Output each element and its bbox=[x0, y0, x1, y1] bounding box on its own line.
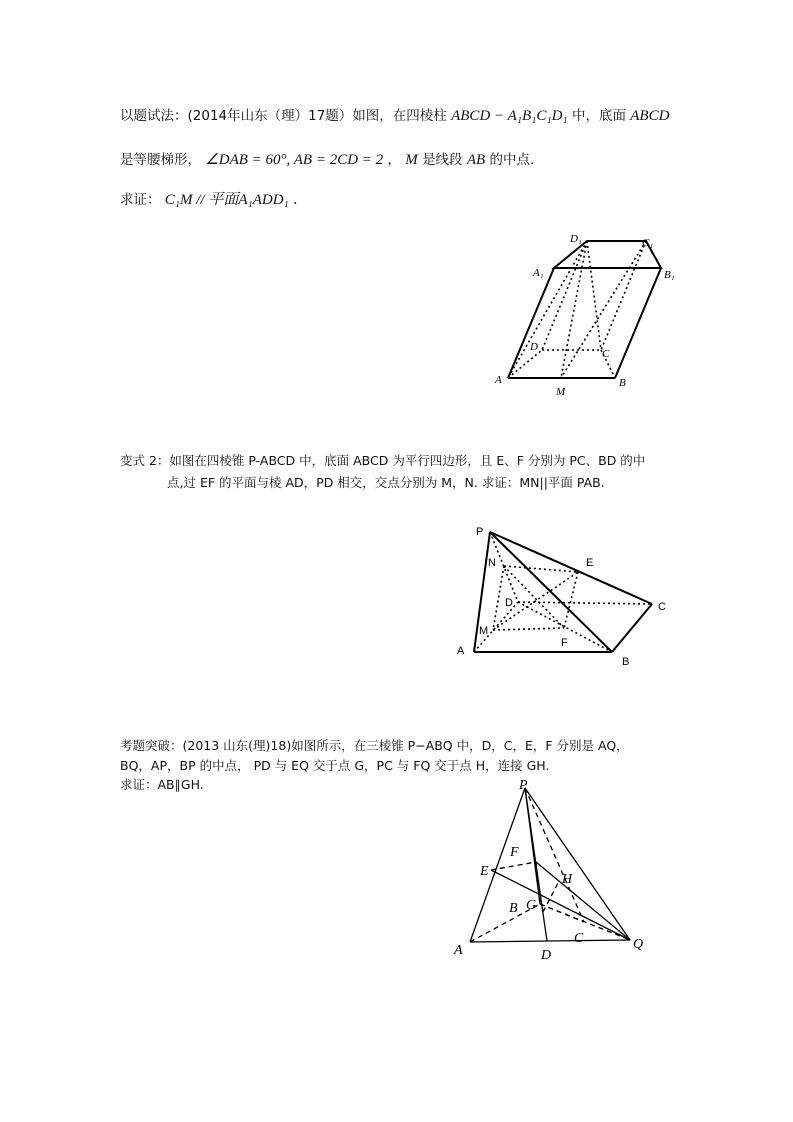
prism-label-c1: C₁ bbox=[642, 237, 654, 249]
pyramid-label-a: A bbox=[457, 645, 465, 657]
tetra-label-q: Q bbox=[633, 937, 644, 952]
prism-label-a: A bbox=[495, 374, 502, 386]
pyramid-label-p: P bbox=[476, 526, 484, 538]
problem1-line2-sep: ， bbox=[387, 152, 401, 168]
prism-label-m: M bbox=[556, 386, 566, 398]
tetra-label-h: H bbox=[562, 872, 573, 887]
pyramid-label-m: M bbox=[479, 625, 489, 637]
tetra-label-e: E bbox=[480, 864, 489, 879]
problem1-line2-end: 的中点. bbox=[489, 152, 535, 168]
problem3-line1: 考题突破：(2013 山东(理)18)如图所示，在三棱锥 P−ABQ 中，D，C，E，F 分别是 AQ， bbox=[120, 738, 629, 753]
pyramid-label-d: D bbox=[505, 597, 513, 609]
problem1-line2-suffix: 是线段 bbox=[422, 152, 463, 168]
problem1-line1-prefix: 以题试法：(2014年山东（理）17题）如图，在四棱柱 bbox=[120, 108, 447, 124]
prism-label-d1: D₁ bbox=[570, 233, 582, 245]
prism-label-d: D bbox=[530, 341, 538, 353]
prism-label-b1: B₁ bbox=[664, 269, 675, 281]
problem1-prism-name: ABCD − A₁B₁C₁D₁ bbox=[451, 108, 568, 124]
problem1-point-m: M bbox=[405, 152, 418, 168]
pyramid-label-b: B bbox=[622, 656, 630, 668]
tetra-label-d: D bbox=[541, 948, 552, 963]
problem1-line1 bbox=[120, 107, 669, 125]
pyramid-label-f: F bbox=[561, 637, 568, 649]
problem3-line2: BQ，AP，BP 的中点， PD 与 EQ 交于点 G，PC 与 FQ 交于点 H，连接 GH. bbox=[120, 758, 550, 773]
prism-hidden-edges bbox=[508, 241, 646, 378]
problem1-line2-prefix: 是等腰梯形， bbox=[120, 152, 201, 168]
tetra-solid-edges bbox=[470, 788, 630, 942]
problem1-line1-mid: 中，底面 bbox=[571, 108, 626, 124]
tetra-label-f: F bbox=[510, 845, 519, 860]
tetrahedron-figure bbox=[450, 776, 660, 966]
problem1-segment-ab: AB bbox=[466, 152, 486, 168]
problem1-line2 bbox=[120, 151, 534, 169]
tetra-label-c: C bbox=[574, 931, 584, 946]
problem1-line3-end: . bbox=[293, 192, 298, 208]
tetra-label-g: G bbox=[526, 898, 537, 913]
pyramid-label-e: E bbox=[586, 557, 594, 569]
problem2-line1: 变式 2：如图在四棱锥 P-ABCD 中，底面 ABCD 为平行四边形，且 E、F 分别为 PC、BD 的中 bbox=[120, 453, 646, 468]
problem1-line3-prefix: 求证： bbox=[120, 192, 161, 208]
problem1-line3 bbox=[120, 191, 297, 209]
problem1-base-name: ABCD bbox=[630, 108, 670, 124]
problem2-line2: 点,过 EF 的平面与棱 AD，PD 相交，交点分别为 M，N. 求证：MN||平面 PAB. bbox=[167, 475, 605, 490]
problem1-conditions: ∠DAB = 60°, AB = 2CD = 2 bbox=[205, 152, 384, 168]
problem3-line3: 求证：AB∥GH. bbox=[120, 777, 204, 792]
pyramid-label-n: N bbox=[488, 557, 496, 569]
tetra-label-b: B bbox=[509, 901, 518, 916]
tetra-label-a: A bbox=[454, 943, 463, 958]
prism-label-b: B bbox=[619, 377, 626, 389]
prism-solid-edges bbox=[508, 241, 661, 378]
tetra-hidden-edges bbox=[470, 788, 630, 942]
tetra-label-p: P bbox=[519, 778, 528, 793]
pyramid-label-c: C bbox=[658, 601, 666, 613]
prism-label-a1: A₁ bbox=[533, 267, 544, 279]
pyramid-figure bbox=[452, 522, 672, 672]
pyramid-solid-edges bbox=[474, 532, 652, 652]
prism-figure bbox=[490, 228, 680, 403]
prism-label-c: C bbox=[602, 348, 610, 360]
problem1-claim: C₁M // 平面A₁ADD₁ bbox=[164, 192, 289, 208]
